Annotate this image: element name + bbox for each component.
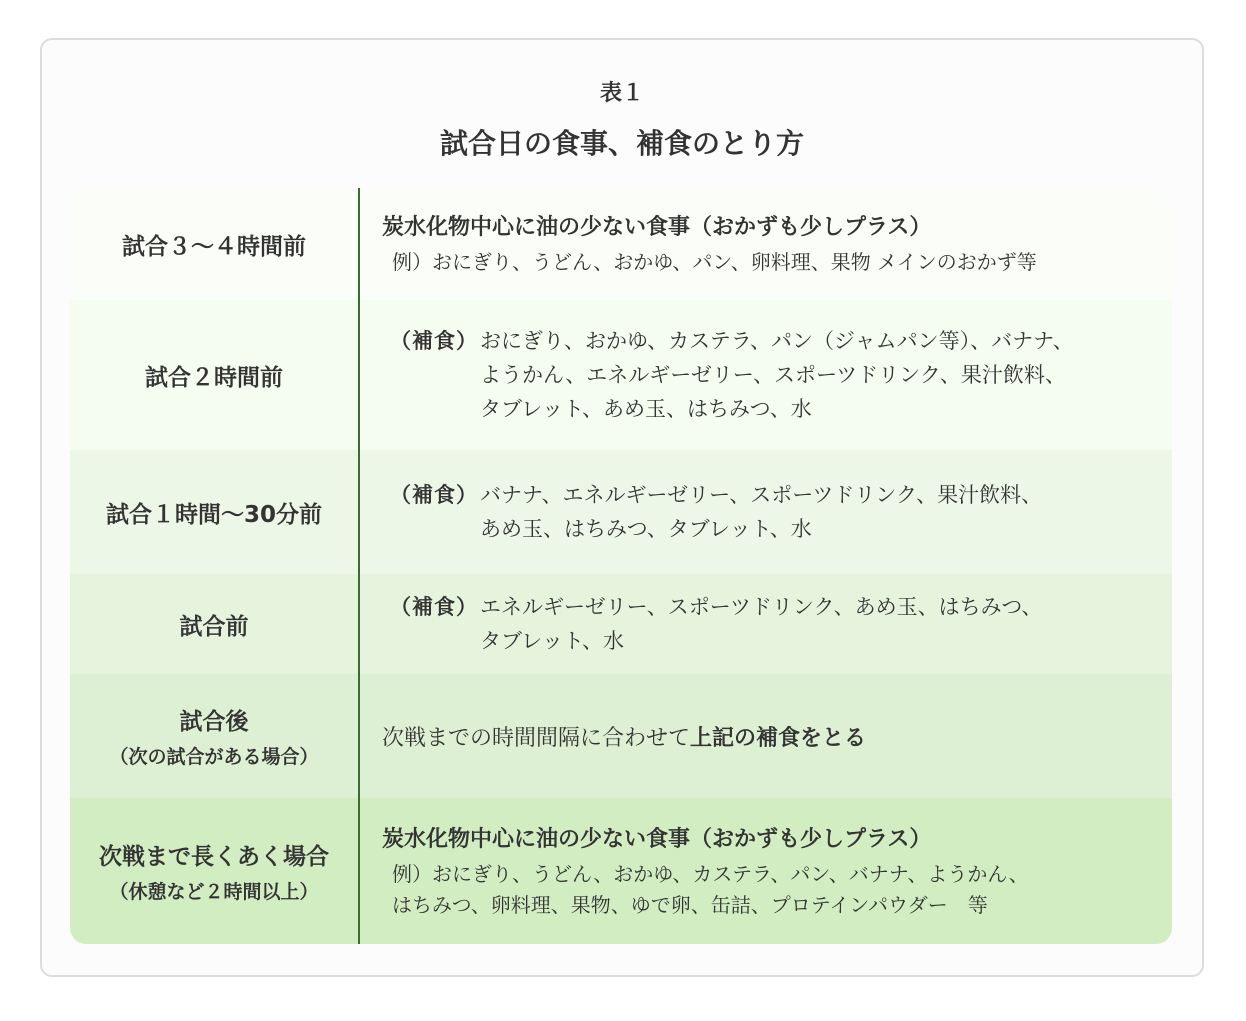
row-label-cell (70, 450, 360, 574)
row-label: 試合２時間前 (145, 364, 283, 391)
row-sublabel: （次の試合がある場合） (109, 746, 319, 768)
table-row (70, 188, 1172, 300)
row-label-cell (70, 798, 360, 944)
meal-timing-table (70, 188, 1172, 944)
meal-example: 例）おにぎり、うどん、おかゆ、カステラ、パン、バナナ、ようかん、 (392, 861, 1029, 886)
snack-line: エネルギーゼリー、スポーツドリンク、あめ玉、はちみつ、 (480, 595, 1043, 619)
table-card (40, 38, 1204, 977)
snack-items (480, 324, 1172, 426)
snack-line: おにぎり、おかゆ、カステラ、パン（ジャムパン等）、バナナ、 (480, 329, 1074, 353)
snack-items (480, 478, 1172, 546)
row-sublabel: （休憩など２時間以上） (109, 881, 319, 903)
snack-line: バナナ、エネルギーゼリー、スポーツドリンク、果汁飲料、 (480, 483, 1043, 507)
snack-line: あめ玉、はちみつ、タブレット、水 (480, 517, 812, 541)
row-label-cell (70, 674, 360, 798)
row-label-cell (70, 574, 360, 674)
table-row (70, 798, 1172, 944)
table-row (70, 450, 1172, 574)
after-match-text (382, 721, 1172, 752)
meal-example: 例）おにぎり、うどん、おかゆ、パン、卵料理、果物 メインのおかず等 (392, 250, 1037, 274)
row-label: 試合後 (179, 709, 249, 735)
table-row (70, 674, 1172, 798)
row-content-cell (360, 300, 1172, 450)
snack-tag: （補食） (390, 483, 478, 507)
snack-items (480, 590, 1172, 658)
after-match-plain: 次戦までの時間間隔に合わせて (382, 725, 691, 751)
row-content-cell (360, 188, 1172, 300)
snack-tag: （補食） (390, 329, 478, 353)
snack-tag: （補食） (390, 595, 478, 619)
snack-line: タブレット、あめ玉、はちみつ、水 (480, 397, 812, 421)
snack-block (382, 478, 1172, 546)
snack-line: タブレット、水 (480, 629, 625, 653)
table-row (70, 574, 1172, 674)
row-content-cell (360, 574, 1172, 674)
row-label: 次戦まで長くあく場合 (99, 844, 329, 870)
row-content-cell (360, 798, 1172, 944)
row-label: 試合前 (179, 613, 249, 640)
snack-line: ようかん、エネルギーゼリー、スポーツドリンク、果汁飲料、 (480, 363, 1066, 387)
meal-example: はちみつ、卵料理、果物、ゆで卵、缶詰、プロテインパウダー 等 (392, 892, 988, 917)
row-label-cell (70, 300, 360, 450)
row-label: 試合１時間〜30分前 (105, 501, 322, 528)
table-row (70, 300, 1172, 450)
after-match-emphasis: 上記の補食をとる (690, 725, 867, 751)
meal-headline: 炭水化物中心に油の少ない食事（おかずも少しプラス） (382, 215, 932, 240)
row-content-cell (360, 450, 1172, 574)
row-label: 試合３〜４時間前 (122, 233, 306, 260)
meal-headline: 炭水化物中心に油の少ない食事（おかずも少しプラス） (382, 826, 932, 852)
table-title: 試合日の食事、補食のとり方 (439, 127, 804, 160)
table-number: 表１ (599, 81, 644, 106)
row-label-cell (70, 188, 360, 300)
row-content-cell (360, 674, 1172, 798)
snack-block (382, 590, 1172, 658)
snack-block (382, 324, 1172, 426)
